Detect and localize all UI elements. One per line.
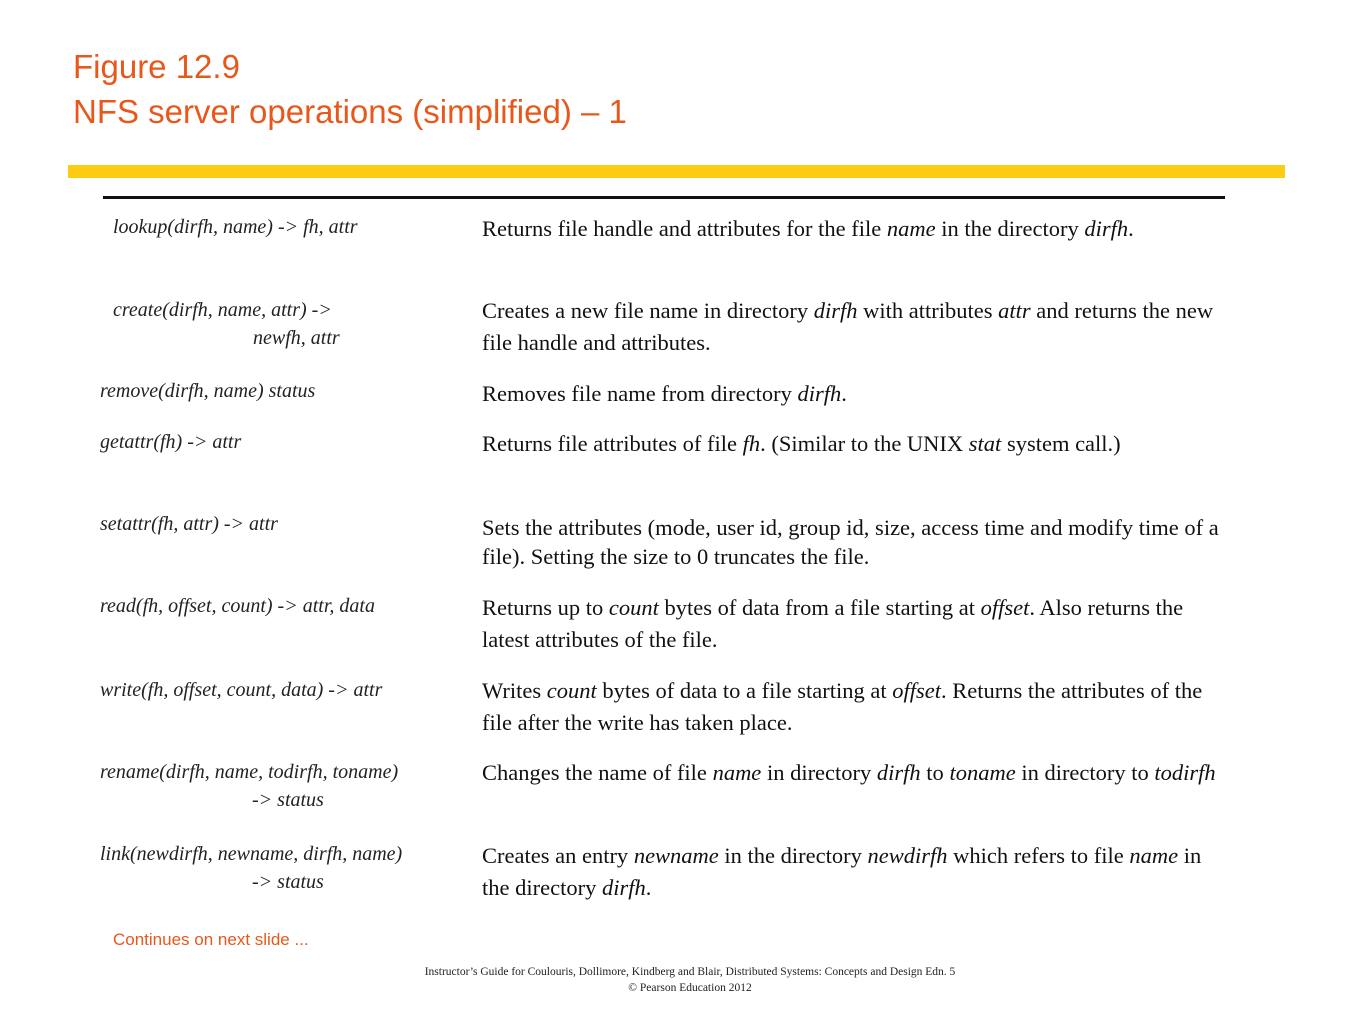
description-term: offset — [980, 595, 1030, 620]
description-text: in the directory — [935, 216, 1085, 241]
op-signature-text: setattr(fh, attr) -> attr — [100, 513, 278, 535]
op-signature-read — [100, 592, 375, 620]
op-signature-text: lookup(dirfh, name) -> fh, attr — [113, 216, 358, 238]
op-signature-getattr — [100, 428, 241, 456]
description-term: name — [1129, 843, 1179, 868]
op-signature-create — [113, 296, 340, 352]
continues-note: Continues on next slide ... — [113, 930, 309, 949]
description-term: dirfh — [876, 760, 921, 785]
op-signature-continuation: newfh, attr — [253, 327, 340, 349]
op-description-create — [482, 295, 1222, 359]
description-text: Creates an entry — [482, 843, 634, 868]
op-description-getattr — [482, 428, 1222, 460]
op-signature-text: getattr(fh) -> attr — [100, 431, 242, 453]
op-signature-text: remove(dirfh, name) status — [100, 380, 316, 402]
description-text: bytes of data from a file starting at — [658, 595, 981, 620]
op-signature-remove — [100, 377, 315, 405]
description-text: Returns file handle and attributes for the file — [482, 216, 887, 241]
op-description-read — [482, 592, 1222, 656]
description-text: . — [841, 381, 847, 406]
description-text: Changes the name of file — [482, 760, 713, 785]
op-description-remove — [482, 378, 1222, 410]
op-signature-text: create(dirfh, name, attr) -> — [113, 299, 332, 321]
description-text: in the directory — [482, 843, 1202, 900]
description-text: . Returns the attributes of the file after the write has taken place. — [482, 678, 1203, 735]
description-term: todirfh — [1154, 760, 1216, 785]
description-text: which refers to file — [947, 843, 1130, 868]
op-signature-continuation: -> status — [252, 871, 324, 893]
description-term: fh — [742, 431, 761, 456]
op-signature-lookup — [113, 213, 358, 241]
description-text: Returns up to — [482, 595, 609, 620]
description-text: in the directory — [718, 843, 868, 868]
description-text: with attributes — [857, 298, 999, 323]
description-text: to — [920, 760, 950, 785]
accent-bar — [68, 165, 1285, 178]
description-text: . — [1128, 216, 1134, 241]
description-text: . (Similar to the UNIX — [760, 431, 969, 456]
op-description-write — [482, 675, 1222, 739]
description-term: dirfh — [813, 298, 858, 323]
description-term: dirfh — [797, 381, 842, 406]
op-description-link — [482, 840, 1222, 904]
description-term: newdirfh — [867, 843, 948, 868]
slide-title — [73, 44, 627, 134]
footer-copyright: © Pearson Education 2012 — [628, 982, 752, 994]
description-text: Writes — [482, 678, 547, 703]
description-text: in directory to — [1015, 760, 1155, 785]
description-text: in directory — [761, 760, 877, 785]
footer — [0, 964, 1365, 996]
description-term: offset — [892, 678, 941, 703]
op-signature-text: link(newdirfh, newname, dirfh, name) — [100, 843, 403, 865]
description-text: . — [645, 875, 652, 900]
description-text: system call.) — [1001, 431, 1121, 456]
figure-number: Figure 12.9 — [73, 48, 240, 85]
op-signature-setattr — [100, 510, 278, 538]
description-text: Removes file name from directory — [482, 381, 798, 406]
table-top-rule — [103, 196, 1225, 199]
op-signature-text: write(fh, offset, count, data) -> attr — [100, 679, 383, 701]
footer-citation: Instructor’s Guide for Coulouris, Dollimore, Kindberg and Blair, Distributed Systems: Concepts and Design Edn. 5 — [424, 966, 956, 978]
description-term: dirfh — [1084, 216, 1129, 241]
op-signature-continuation: -> status — [252, 789, 324, 811]
op-signature-text: read(fh, offset, count) -> attr, data — [100, 595, 375, 617]
description-text: Creates a new file name in directory — [482, 298, 814, 323]
description-text: Sets the attributes (mode, user id, group id, size, access time and modify time of a file). Setting the size to 0 truncates the file. — [482, 515, 1219, 569]
description-term: stat — [968, 431, 1002, 456]
figure-caption: NFS server operations (simplified) – 1 — [73, 93, 627, 130]
description-term: dirfh — [601, 875, 646, 900]
op-description-setattr — [482, 513, 1222, 571]
op-description-rename — [482, 757, 1222, 789]
description-term: toname — [949, 760, 1016, 785]
description-term: count — [546, 678, 597, 703]
op-signature-text: rename(dirfh, name, todirfh, toname) — [100, 761, 399, 783]
description-term: name — [712, 760, 762, 785]
op-signature-rename — [100, 758, 398, 814]
description-term: newname — [633, 843, 719, 868]
op-signature-link — [100, 840, 402, 896]
description-term: count — [608, 595, 659, 620]
op-description-lookup — [482, 213, 1222, 245]
op-signature-write — [100, 676, 382, 704]
description-text: bytes of data to a file starting at — [596, 678, 893, 703]
description-text: . Also returns the latest attributes of the file. — [482, 595, 1184, 652]
description-term: name — [886, 216, 936, 241]
description-term: attr — [998, 298, 1031, 323]
description-text: and returns the new file handle and attributes. — [482, 298, 1214, 355]
description-text: Returns file attributes of file — [482, 431, 743, 456]
